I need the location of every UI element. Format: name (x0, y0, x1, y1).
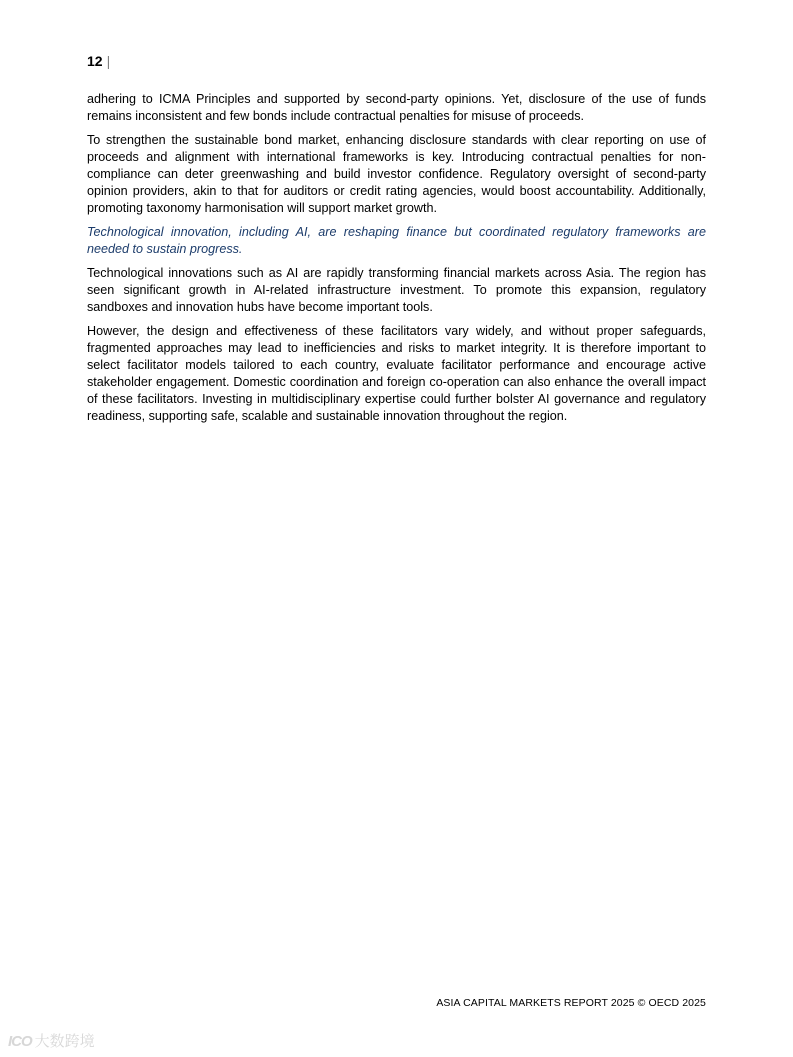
page-number: 12 (87, 53, 103, 69)
paragraph-sustainable-bonds-intro: adhering to ICMA Principles and supported by second-party opinions. Yet, disclosure of the use of funds remains inconsistent and few bonds include contractual penalties for misuse of proceeds. (87, 92, 706, 123)
paragraph-ai-transformation: Technological innovations such as AI are rapidly transforming financial markets across Asia. The region has seen significant growth in AI-related infrastructure investment. To promote this expansion, regulatory sandboxes and innovation hubs have become important tools. (87, 266, 706, 314)
watermark-logo: ICO (8, 1033, 32, 1050)
page-header (87, 51, 110, 71)
page-footer: ASIA CAPITAL MARKETS REPORT 2025 © OECD 2025 (436, 997, 706, 1009)
paragraph-sustainable-bonds-recommendations: To strengthen the sustainable bond market, enhancing disclosure standards with clear reporting on use of proceeds and alignment with international frameworks is key. Introducing contractual penalties for non-compliance can deter greenwashing and build investor confidence. Regulatory oversight of second-party opinion providers, akin to that for auditors or credit rating agencies, would boost accountability. Additionally, promoting taxonomy harmonisation will support market growth. (87, 133, 706, 215)
document-body (87, 91, 706, 432)
header-separator: | (106, 53, 111, 69)
key-finding-technological-innovation: Technological innovation, including AI, are reshaping finance but coordinated regulatory frameworks are needed to sustain progress. (87, 225, 706, 256)
paragraph-facilitators-recommendations: However, the design and effectiveness of these facilitators vary widely, and without proper safeguards, fragmented approaches may lead to inefficiencies and risks to market integrity. It is therefore important to select facilitator models tailored to each country, evaluate facilitator performance and encourage active stakeholder engagement. Domestic coordination and foreign co-operation can also enhance the overall impact of these facilitators. Investing in multidisciplinary expertise could further bolster AI governance and regulatory readiness, supporting safe, scalable and sustainable innovation throughout the region. (87, 324, 706, 423)
watermark-text: 大数跨境 (34, 1033, 95, 1050)
watermark (8, 1033, 95, 1051)
